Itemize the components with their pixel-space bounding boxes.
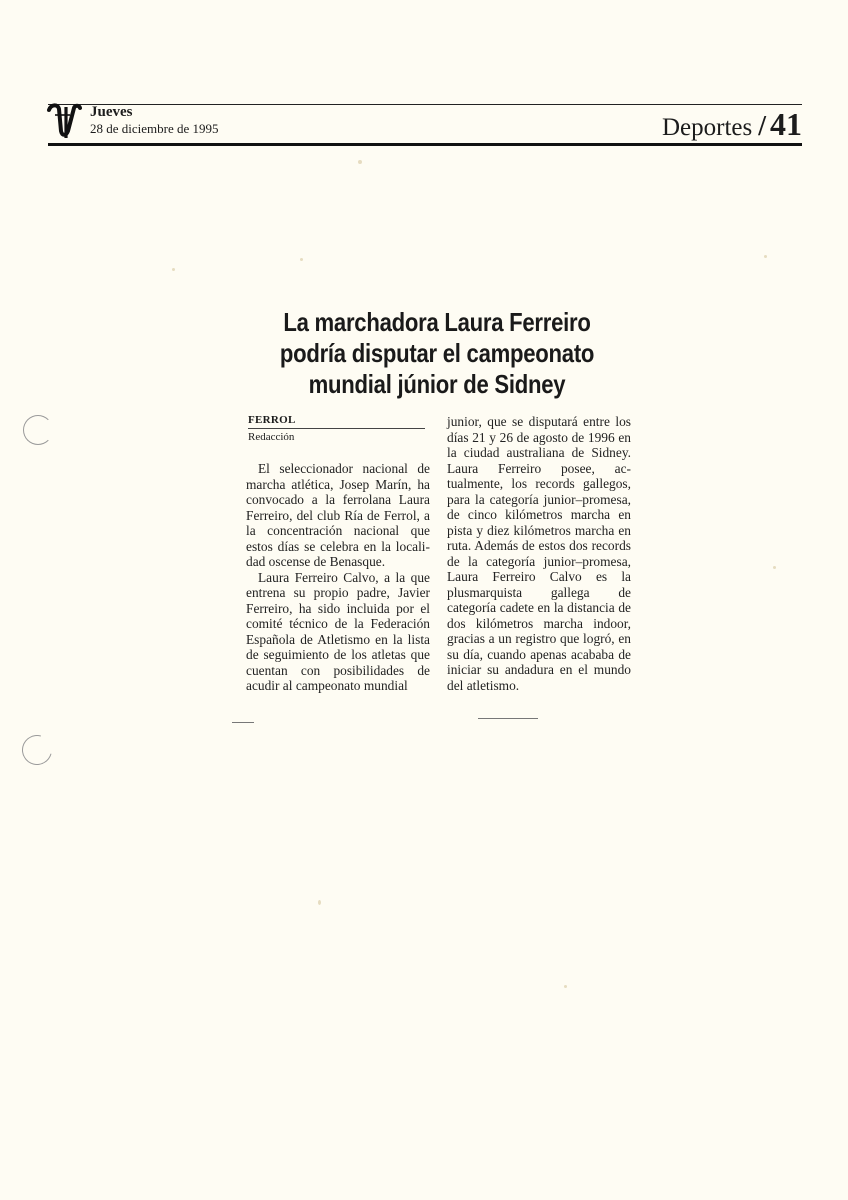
paper-speck bbox=[773, 566, 776, 569]
section-separator: / bbox=[758, 111, 766, 142]
newspaper-logo-icon bbox=[46, 101, 82, 141]
column-end-rule bbox=[232, 722, 254, 723]
paper-speck bbox=[318, 900, 321, 905]
paper-speck bbox=[300, 258, 303, 261]
article-headline bbox=[263, 307, 612, 400]
issue-date: 28 de diciembre de 1995 bbox=[90, 121, 219, 136]
column-end-rule bbox=[478, 718, 538, 719]
paper-speck bbox=[172, 268, 175, 271]
issue-day: Jueves bbox=[90, 104, 133, 120]
dateline-rule bbox=[248, 428, 425, 429]
body-paragraph: El seleccionador nacional de marcha atlética, Josep Marín, ha convocado a la ferrolana Laura Ferreiro, del club Ría de Ferrol, a la concentración nacional que estos días se celebra en la localidad oscense de Benasque. bbox=[246, 461, 430, 569]
body-paragraph: Laura Ferreiro Calvo, a la que entrena su propio padre, Javier Ferreiro, ha sido incluida por el comité técnico de la Federación Española de Atletismo en la lista de seguimiento de los atletas que cuentan con posibilidades de acudir al campeonato mundial bbox=[246, 569, 430, 693]
headline-line: podría disputar el campeonato bbox=[279, 338, 595, 368]
body-paragraph: junior, que se disputará entre los días 21 y 26 de agosto de 1996 en la ciudad australiana de Sidney. Laura Ferreiro posee, actualmente, los records gallegos, para la categoría junior–promesa, de cinco kilómetros marcha en pista y diez kilómetros marcha en ruta. Además de estos dos records de la categoría junior–promesa, Laura Ferreiro Calvo es la plusmarquista gallega de categoría cadete en la distancia de dos kilómetros marcha indoor, gracias a un registro que logró, en su día, cuando apenas acababa de iniciar su andadura en el mundo del atletismo. bbox=[447, 414, 631, 693]
headline-line: mundial júnior de Sidney bbox=[308, 369, 566, 399]
header-top-rule bbox=[48, 104, 802, 105]
section-header bbox=[662, 107, 802, 148]
headline-line: La marchadora Laura Ferreiro bbox=[283, 307, 591, 337]
paper-speck bbox=[358, 160, 362, 164]
article-column-2 bbox=[447, 414, 631, 693]
article-column-1 bbox=[246, 461, 430, 694]
paper-speck bbox=[564, 985, 567, 988]
paper-speck bbox=[764, 255, 767, 258]
page-number: 41 bbox=[770, 106, 802, 142]
header-bottom-rule bbox=[48, 143, 802, 146]
dateline: FERROL bbox=[248, 414, 296, 426]
punch-hole bbox=[23, 415, 53, 445]
punch-hole bbox=[17, 730, 58, 771]
byline: Redacción bbox=[248, 431, 295, 443]
section-name: Deportes bbox=[661, 114, 753, 141]
